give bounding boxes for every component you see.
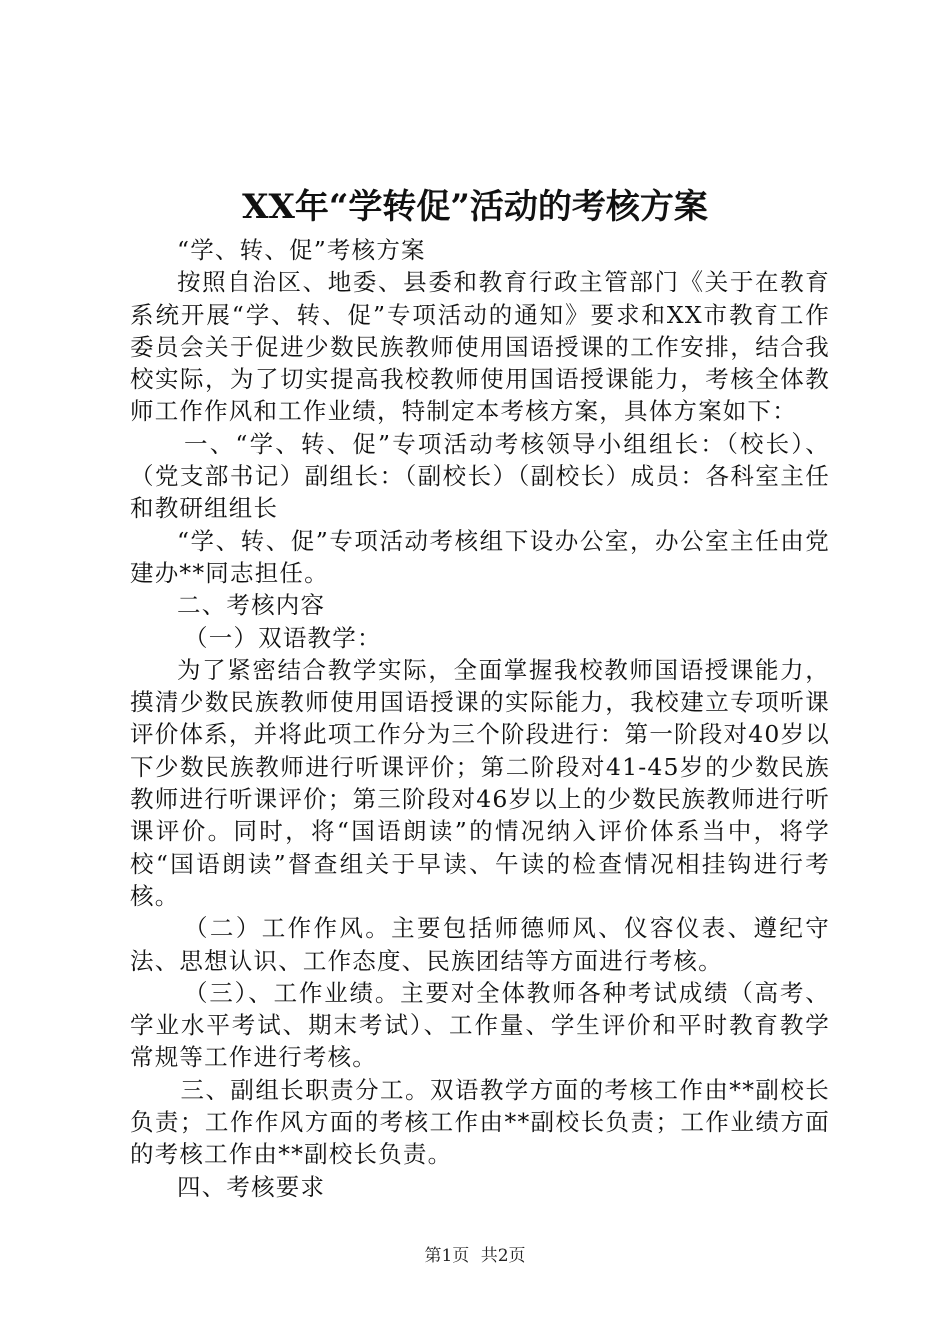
page-footer (0, 1244, 950, 1268)
paragraph-office: “学、转、促”专项活动考核组下设办公室，办公室主任由党建办**同志担任。 (130, 526, 830, 587)
paragraph-bilingual-teaching: 为了紧密结合教学实际，全面掌握我校教师国语授课能力，摸清少数民族教师使用国语授课的实际能力，我校建立专项听课评价体系，并将此项工作分为三个阶段进行：第一阶段对40岁以下少数民族教师进行听课评价；第二阶段对41-45岁的少数民族教师进行听课评价；第三阶段对46岁以上的少数民族教师进行听课评价。同时，将“国语朗读”的情况纳入评价体系当中，将学校“国语朗读”督查组关于早读、午读的检查情况相挂钩进行考核。 (130, 655, 830, 910)
document-title: XX年“学转促”活动的考核方案 (242, 187, 708, 227)
paragraph-work-style: （二）工作作风。主要包括师德师风、仪容仪表、遵纪守法、思想认识、工作态度、民族团结等方面进行考核。 (130, 914, 830, 975)
paragraph-intro: 按照自治区、地委、县委和教育行政主管部门《关于在教育系统开展“学、转、促”专项活动的通知》要求和XX市教育工作委员会关于促进少数民族教师使用国语授课的工作安排，结合我校实际，为了切实提高我校教师使用国语授课能力，考核全体教师工作作风和工作业绩，特制定本考核方案，具体方案如下： (130, 268, 830, 426)
paragraph-section-4-heading: 四、考核要求 (177, 1172, 326, 1201)
paragraph-section-2-heading: 二、考核内容 (177, 591, 326, 620)
page-number: 第1页 (424, 1246, 470, 1266)
paragraph-work-performance: （三）、工作业绩。主要对全体教师各种考试成绩（高考、学业水平考试、期末考试）、工作量、学生评价和平时教育教学常规等工作进行考核。 (130, 978, 830, 1072)
page-total: 共2页 (480, 1246, 526, 1266)
paragraph-subtitle: “学、转、促”考核方案 (177, 236, 426, 264)
paragraph-section-3: 三、副组长职责分工。双语教学方面的考核工作由**副校长负责；工作作风方面的考核工作由**副校长负责；工作业绩方面的考核工作由**副校长负责。 (130, 1075, 830, 1169)
paragraph-section-1: 一、“学、转、促”专项活动考核领导小组组长：（校长）、（党支部书记）副组长：（副校长）（副校长）成员：各科室主任和教研组组长 (130, 429, 830, 523)
document-body (130, 234, 830, 1203)
paragraph-subsection-1-heading: （一）双语教学： (184, 623, 382, 652)
